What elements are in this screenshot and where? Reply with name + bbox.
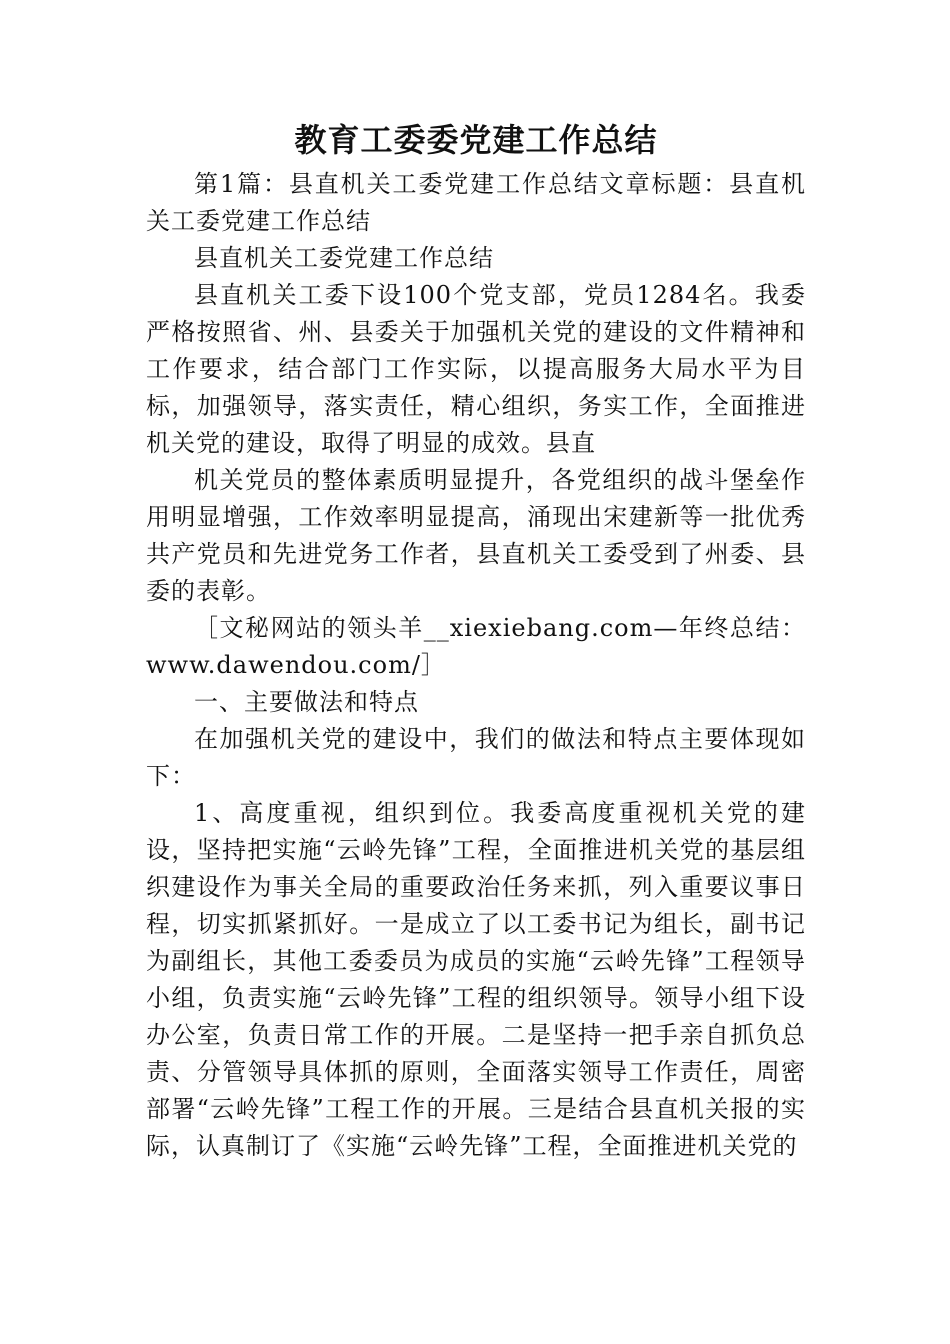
document-page [146, 118, 806, 1165]
paragraph-point-1: 1、高度重视，组织到位。我委高度重视机关党的建设，坚持把实施“云岭先锋”工程，全面推进机关党的基层组织建设作为事关全局的重要政治任务来抓，列入重要议事日程，切实抓紧抓好。一是成立了以工委书记为组长，副书记为副组长，其他工委委员为成员的实施“云岭先锋”工程领导小组，负责实施“云岭先锋”工程的组织领导。领导小组下设办公室，负责日常工作的开展。二是坚持一把手亲自抓负总责、分管领导具体抓的原则，全面落实领导工作责任，周密部署“云岭先锋”工程工作的开展。三是结合县直机关报的实际，认真制订了《实施“云岭先锋”工程，全面推进机关党的 [146, 799, 806, 1160]
paragraph-chapter-heading: 第1篇：县直机关工委党建工作总结文章标题：县直机关工委党建工作总结 [146, 170, 806, 235]
section-heading: 一、主要做法和特点 [194, 688, 419, 716]
paragraph-subtitle: 县直机关工委党建工作总结 [194, 244, 494, 272]
document-title: 教育工委委党建工作总结 [294, 121, 658, 159]
paragraph-source-note: ［文秘网站的领头羊__xiexiebang.com—年终总结：www.dawendou.com/］ [146, 614, 806, 679]
paragraph-results: 机关党员的整体素质明显提升，各党组织的战斗堡垒作用明显增强，工作效率明显提高，涌现出宋建新等一批优秀共产党员和先进党务工作者，县直机关工委受到了州委、县委的表彰。 [146, 466, 806, 605]
paragraph-intro: 在加强机关党的建设中，我们的做法和特点主要体现如下： [146, 725, 806, 790]
paragraph-overview: 县直机关工委下设100个党支部，党员1284名。我委严格按照省、州、县委关于加强机关党的建设的文件精神和工作要求，结合部门工作实际，以提高服务大局水平为目标，加强领导，落实责任，精心组织，务实工作，全面推进机关党的建设，取得了明显的成效。县直 [146, 281, 806, 457]
